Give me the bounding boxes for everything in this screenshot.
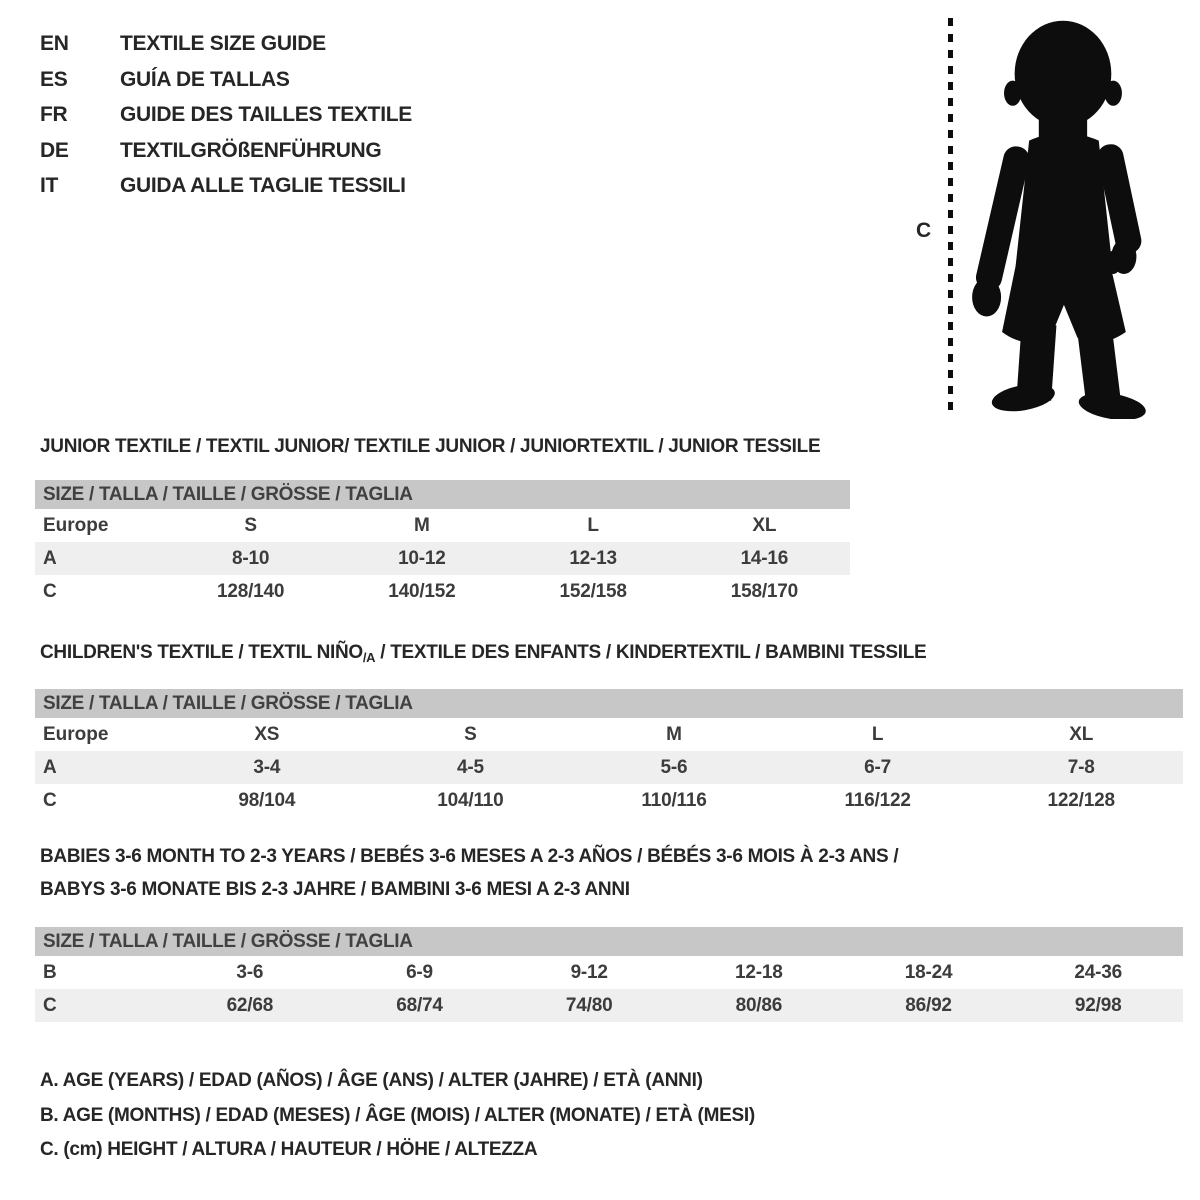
- measurement-legend: [40, 1064, 755, 1168]
- age-cell: 8-10: [232, 548, 270, 569]
- language-row-de: [40, 133, 412, 169]
- size-table-header: SIZE / TALLA / TAILLE / GRÖSSE / TAGLIA: [35, 927, 1183, 956]
- height-cell: 98/104: [238, 790, 296, 811]
- table-row-height: [35, 784, 1183, 817]
- language-row-es: [40, 62, 412, 98]
- children-title-text: / TEXTILE DES ENFANTS / KINDERTEXTIL / BAMBINI TESSILE: [375, 642, 927, 663]
- size-cell: L: [587, 515, 599, 536]
- language-label: GUÍA DE TALLAS: [120, 67, 290, 91]
- row-label: Europe: [43, 515, 109, 536]
- size-cell: XS: [254, 724, 280, 745]
- age-cell: 3-4: [253, 757, 281, 778]
- children-title-text: CHILDREN'S TEXTILE / TEXTIL NIÑO: [40, 642, 363, 663]
- row-label: B: [43, 962, 57, 983]
- height-cell: 158/170: [730, 581, 799, 602]
- table-row-europe: [35, 509, 850, 542]
- language-label: TEXTILGRÖßENFÜHRUNG: [120, 138, 382, 162]
- language-code: ES: [40, 67, 68, 91]
- language-code: EN: [40, 32, 69, 55]
- table-row-height: [35, 575, 850, 608]
- language-code: DE: [40, 138, 69, 162]
- junior-section-title: JUNIOR TEXTILE / TEXTIL JUNIOR/ TEXTILE JUNIOR / JUNIORTEXTIL / JUNIOR TESSILE: [40, 436, 821, 457]
- months-cell: 9-12: [570, 962, 608, 983]
- babies-section-title-line1: BABIES 3-6 MONTH TO 2-3 YEARS / BEBÉS 3-6 MESES A 2-3 AÑOS / BÉBÉS 3-6 MOIS À 2-3 ANS /: [40, 846, 899, 867]
- babies-size-table: [35, 927, 1183, 1022]
- size-cell: S: [464, 724, 477, 745]
- language-row-it: [40, 168, 412, 204]
- language-label: GUIDA ALLE TAGLIE TESSILI: [120, 174, 406, 197]
- babies-section-title-line2: BABYS 3-6 MONATE BIS 2-3 JAHRE / BAMBINI 3-6 MESI A 2-3 ANNI: [40, 879, 630, 900]
- height-cell: 104/110: [437, 790, 504, 811]
- age-cell: 6-7: [864, 757, 892, 778]
- months-cell: 18-24: [904, 962, 953, 983]
- age-cell: 12-13: [569, 548, 617, 569]
- months-cell: 6-9: [406, 962, 433, 983]
- row-label: C: [43, 790, 57, 811]
- language-code: FR: [40, 103, 68, 126]
- table-row-months: [35, 956, 1183, 989]
- language-label: GUIDE DES TAILLES TEXTILE: [120, 103, 412, 126]
- legend-line-height: C. (cm) HEIGHT / ALTURA / HAUTEUR / HÖHE / ALTEZZA: [40, 1139, 538, 1160]
- table-row-height: [35, 989, 1183, 1022]
- height-measure-label: C: [916, 219, 932, 242]
- age-cell: 10-12: [398, 548, 446, 569]
- junior-size-table: [35, 480, 850, 608]
- age-cell: 7-8: [1067, 757, 1095, 778]
- height-cell: 128/140: [216, 581, 285, 602]
- size-cell: XL: [752, 515, 777, 536]
- children-section-title: [40, 642, 926, 665]
- months-cell: 24-36: [1074, 962, 1122, 983]
- legend-line-age-months: B. AGE (MONTHS) / EDAD (MESES) / ÂGE (MOIS) / ALTER (MONATE) / ETÀ (MESI): [40, 1104, 755, 1126]
- language-row-en: [40, 26, 412, 62]
- height-cell: 140/152: [388, 581, 456, 602]
- age-cell: 14-16: [740, 548, 789, 569]
- row-label: C: [43, 581, 57, 602]
- table-row-europe: [35, 718, 1183, 751]
- language-label: TEXTILE SIZE GUIDE: [120, 32, 326, 55]
- size-table-header: SIZE / TALLA / TAILLE / GRÖSSE / TAGLIA: [35, 480, 850, 509]
- height-cell: 152/158: [559, 581, 627, 602]
- row-label: Europe: [43, 724, 109, 745]
- toddler-silhouette-image: [963, 13, 1161, 419]
- language-list: [40, 26, 412, 204]
- legend-line-age-years: A. AGE (YEARS) / EDAD (AÑOS) / ÂGE (ANS) / ALTER (JAHRE) / ETÀ (ANNI): [40, 1070, 703, 1091]
- table-row-age: [35, 542, 850, 575]
- children-size-table: [35, 689, 1183, 817]
- height-cell: 62/68: [226, 995, 274, 1016]
- size-cell: M: [666, 724, 682, 745]
- height-cell: 74/80: [565, 995, 613, 1016]
- age-cell: 5-6: [660, 757, 688, 778]
- height-cell: 68/74: [396, 995, 443, 1016]
- size-table-header: SIZE / TALLA / TAILLE / GRÖSSE / TAGLIA: [35, 689, 1183, 718]
- language-row-fr: [40, 97, 412, 133]
- months-cell: 12-18: [735, 962, 783, 983]
- height-cell: 80/86: [735, 995, 783, 1016]
- children-title-subscript: /A: [362, 650, 376, 665]
- height-cell: 92/98: [1074, 995, 1122, 1016]
- height-cell: 122/128: [1047, 790, 1115, 811]
- months-cell: 3-6: [236, 962, 264, 983]
- size-cell: XL: [1069, 724, 1094, 745]
- height-measure-dashed-line: [948, 18, 953, 416]
- row-label: A: [43, 548, 57, 569]
- language-code: IT: [40, 174, 59, 197]
- table-row-age: [35, 751, 1183, 784]
- size-cell: M: [414, 515, 430, 536]
- row-label: C: [43, 995, 57, 1016]
- row-label: A: [43, 757, 57, 778]
- height-cell: 86/92: [905, 995, 952, 1016]
- height-cell: 116/122: [844, 790, 911, 811]
- height-cell: 110/116: [641, 790, 707, 811]
- size-cell: S: [244, 515, 257, 536]
- age-cell: 4-5: [456, 757, 484, 778]
- size-cell: L: [871, 724, 884, 745]
